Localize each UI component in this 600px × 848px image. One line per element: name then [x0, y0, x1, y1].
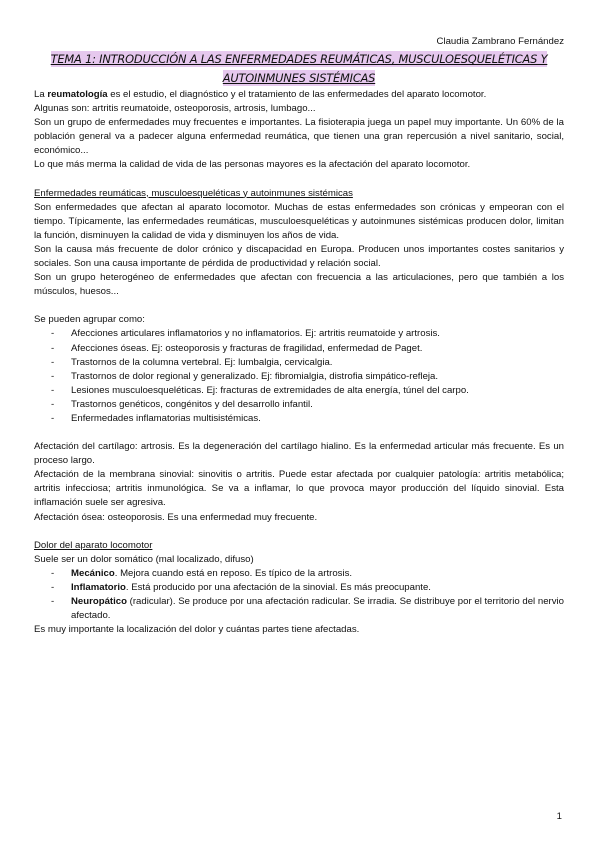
pain-type-description: (radicular). Se produce por una afectación radicular. Se irradia. Se distribuye por el territorio del nervio afectado. [71, 596, 564, 622]
section-heading-diseases: Enfermedades reumáticas, musculoesqueléticas y autoinmunes sistémicas [34, 187, 353, 199]
list-item-text: Trastornos de la columna vertebral. Ej: lumbalgia, cervicalgia. [71, 356, 333, 368]
section1-paragraph-4: Afectación del cartílago: artrosis. Es la degeneración del cartílago hialino. Es la enfermedad articular más frecuente. Es un proceso largo. [34, 441, 564, 467]
title-line-2: AUTOINMUNES SISTÉMICAS [222, 71, 376, 85]
intro-rest: es el estudio, el diagnóstico y el tratamiento de las enfermedades del aparato locomotor. [107, 89, 487, 100]
section1-paragraph-6: Afectación ósea: osteoporosis. Es una enfermedad muy frecuente. [34, 511, 318, 523]
intro-paragraph-4: Lo que más merma la calidad de vida de las personas mayores es la afectación del aparato locomotor. [34, 159, 471, 171]
section2-closing: Es muy importante la localización del dolor y cuántas partes tiene afectadas. [34, 624, 360, 636]
document-title [34, 50, 564, 88]
document-page [34, 36, 564, 637]
intro-paragraph-3: Son un grupo de enfermedades muy frecuentes e importantes. La fisioterapia juega un papel muy importante. Un 60% de la población general va a padecer alguna enfermedad reumática, que tienen una gran repercusión a nivel sanitario, social, económico... [34, 117, 564, 157]
list-item: - Neuropático (radicular). Se produce por una afectación radicular. Se irradia. Se distribuye por el territorio del nervio afectado. [51, 596, 564, 622]
section2-intro: Suele ser un dolor somático (mal localizado, difuso) [34, 553, 254, 565]
term-reumatologia: reumatología [47, 89, 108, 100]
list-item: - Afecciones articulares inflamatorios y no inflamatorios. Ej: artritis reumatoide y artrosis. [51, 328, 440, 340]
pain-type-term: Inflamatorio [71, 581, 126, 593]
section1-paragraph-1: Son enfermedades que afectan al aparato locomotor. Muchas de estas enfermedades son crónicas y empeoran con el tiempo. Típicamente, las enfermedades reumáticas, musculoesqueléticas y autoinmunes sistémicas producen dolor, limitan la función, disminuyen la calidad de vida y disminuyen los años de vida. [34, 201, 564, 241]
pain-type-description: . Está producido por una afectación de la sinovial. Es más preocupante. [125, 581, 431, 593]
list-item-text: Afecciones óseas. Ej: osteoporosis y fracturas de fragilidad, enfermedad de Paget. [71, 342, 423, 354]
list-item: - Trastornos de la columna vertebral. Ej: lumbalgia, cervicalgia. [51, 356, 333, 368]
author-name: Claudia Zambrano Fernández [436, 36, 564, 47]
list-item: - Trastornos genéticos, congénitos y del desarrollo infantil. [51, 398, 313, 410]
section1-paragraph-2: Son la causa más frecuente de dolor crónico y discapacidad en Europa. Producen unos importantes costes sanitarios y sociales. Son una causa importante de pérdida de productividad y relación social. [34, 243, 564, 270]
list-item: - Mecánico. Mejora cuando está en reposo. Es típico de la artrosis. [51, 567, 353, 579]
list-item: - Trastornos de dolor regional y generalizado. Ej: fibromialgia, distrofia simpático-refleja. [51, 370, 439, 382]
intro-prefix: La [34, 89, 48, 100]
pain-type-description: . Mejora cuando está en reposo. Es típico de la artrosis. [114, 567, 353, 579]
list-item: - Afecciones óseas. Ej: osteoporosis y fracturas de fragilidad, enfermedad de Paget. [51, 342, 423, 354]
page-number: 1 [556, 811, 562, 822]
intro-paragraph-1 [34, 88, 564, 102]
disease-group-list [34, 327, 564, 426]
section-heading-pain: Dolor del aparato locomotor [34, 539, 153, 551]
section1-paragraph-5: Afectación de la membrana sinovial: sinovitis o artritis. Puede estar afectada por cualquier patología: artritis metabólica; artritis infecciosa; artritis inmunológica. Se va a inflamar, lo que provoca mayor producción del líquido sinovial. Esta inflamación suele ser agresiva. [34, 469, 564, 509]
list-item: - Enfermedades inflamatorias multisistémicas. [51, 412, 261, 424]
section1-paragraph-3: Son un grupo heterogéneo de enfermedades que afectan con frecuencia a las articulaciones, pero que también a los músculos, huesos... [34, 272, 564, 298]
pain-type-term: Neuropático [71, 596, 127, 607]
title-line-1: TEMA 1: INTRODUCCIÓN A LAS ENFERMEDADES REUMÁTICAS, MUSCULOESQUELÉTICAS Y [50, 52, 548, 66]
list-item-text: Enfermedades inflamatorias multisistémicas. [71, 412, 261, 424]
pain-type-list [34, 567, 564, 623]
list-item-text: Trastornos de dolor regional y generalizado. Ej: fibromialgia, distrofia simpático-refleja. [71, 370, 439, 382]
intro-paragraph-2: Algunas son: artritis reumatoide, osteoporosis, artrosis, lumbago... [34, 103, 316, 115]
list-item: - Inflamatorio. Está producido por una afectación de la sinovial. Es más preocupante. [51, 581, 431, 593]
list-item: - Lesiones musculoesqueléticas. Ej: fracturas de extremidades de alta energía, túnel del carpo. [51, 384, 469, 396]
list-item-text: Lesiones musculoesqueléticas. Ej: fracturas de extremidades de alta energía, túnel del carpo. [71, 384, 469, 396]
pain-type-term: Mecánico [71, 567, 115, 579]
list-item-text: Trastornos genéticos, congénitos y del desarrollo infantil. [71, 398, 313, 410]
group-intro: Se pueden agrupar como: [34, 314, 145, 326]
list-item-text: Afecciones articulares inflamatorios y no inflamatorios. Ej: artritis reumatoide y artrosis. [71, 328, 440, 340]
